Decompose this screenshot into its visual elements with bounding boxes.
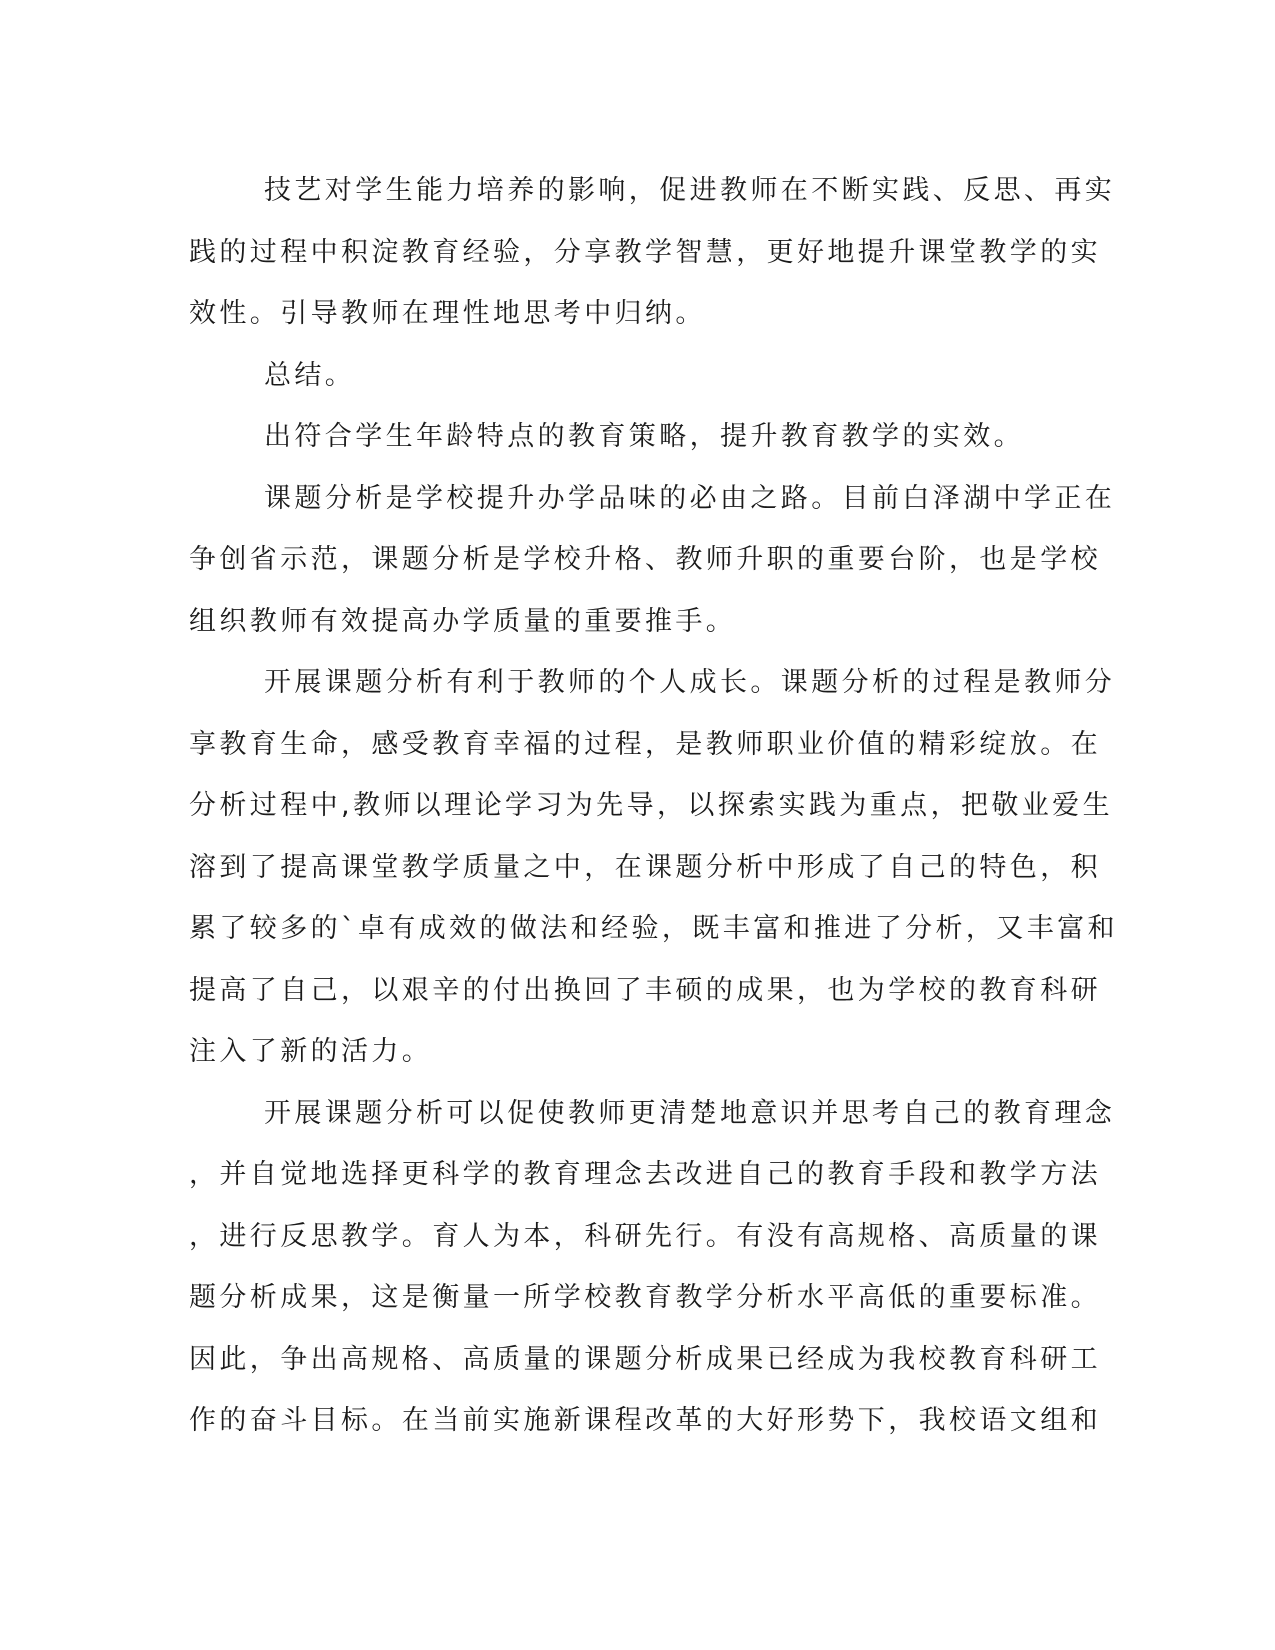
text-line: ，进行反思教学。育人为本，科研先行。有没有高规格、高质量的课 xyxy=(189,1220,1101,1252)
text-line: 累了较多的`卓有成效的做法和经验，既丰富和推进了分析，又丰富和 xyxy=(189,913,1118,944)
text-line: 总结。 xyxy=(264,359,356,391)
text-line: 争创省示范，课题分析是学校升格、教师升职的重要台阶，也是学校 xyxy=(189,544,1101,575)
text-line: 课题分析是学校提升办学品味的必由之路。目前白泽湖中学正在 xyxy=(264,482,1116,514)
text-line: 题分析成果，这是衡量一所学校教育教学分析水平高低的重要标准。 xyxy=(189,1282,1101,1313)
text-line: 溶到了提高课堂教学质量之中，在课题分析中形成了自己的特色，积 xyxy=(189,851,1101,883)
text-line: 技艺对学生能力培养的影响，促进教师在不断实践、反思、再实 xyxy=(264,175,1116,206)
text-line: 组织教师有效提高办学质量的重要推手。 xyxy=(189,605,737,637)
text-line: 分析过程中,教师以理论学习为先导，以探索实践为重点，把敬业爱生 xyxy=(189,790,1113,821)
text-line: 提高了自己，以艰辛的付出换回了丰硕的成果，也为学校的教育科研 xyxy=(189,974,1101,1006)
text-line: 践的过程中积淀教育经验，分享教学智慧，更好地提升课堂教学的实 xyxy=(189,236,1101,268)
text-line: 享教育生命，感受教育幸福的过程，是教师职业价值的精彩绽放。在 xyxy=(189,728,1101,760)
text-line: 因此，争出高规格、高质量的课题分析成果已经成为我校教育科研工 xyxy=(189,1343,1101,1375)
text-line: 开展课题分析有利于教师的个人成长。课题分析的过程是教师分 xyxy=(264,667,1116,698)
text-line: 作的奋斗目标。在当前实施新课程改革的大好形势下，我校语文组和 xyxy=(189,1405,1101,1436)
text-line: 出符合学生年龄特点的教育策略，提升教育教学的实效。 xyxy=(264,421,1024,452)
text-line: ，并自觉地选择更科学的教育理念去改进自己的教育手段和教学方法 xyxy=(189,1159,1101,1190)
text-line: 效性。引导教师在理性地思考中归纳。 xyxy=(189,298,706,329)
body-text xyxy=(189,160,1118,1452)
text-line: 开展课题分析可以促使教师更清楚地意识并思考自己的教育理念 xyxy=(264,1097,1116,1129)
text-line: 注入了新的活力。 xyxy=(189,1036,433,1067)
